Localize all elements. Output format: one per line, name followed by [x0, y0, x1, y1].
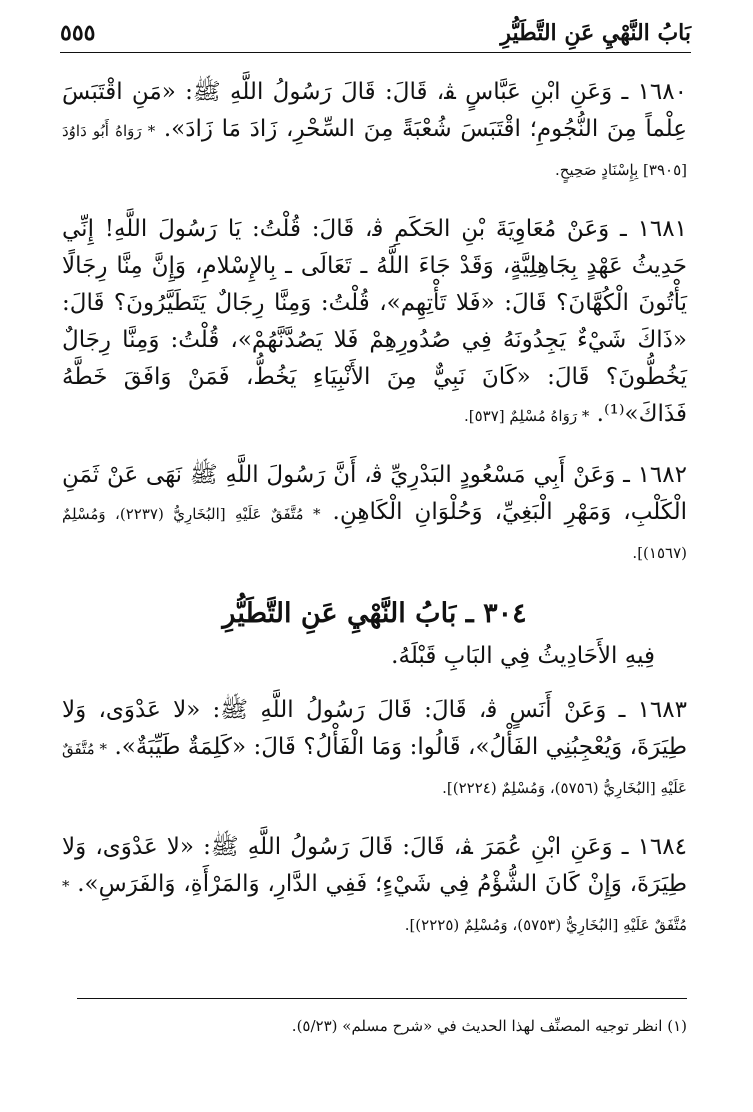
- hadith-source: * رَوَاهُ مُسْلِمٌ [٥٣٧].: [464, 407, 590, 425]
- hadith-1682: [62, 457, 687, 572]
- hadith-1684: [62, 829, 687, 944]
- hadith-source: * مُتَّفَقٌ عَلَيْهِ [البُخَارِيُّ (٢٢٣٧)، وَمُسْلِمٌ (١٥٦٧)].: [62, 505, 687, 562]
- hadith-1681: [62, 211, 687, 435]
- hadith-text: ١٦٨٤ ـ وَعَنِ ابْنِ عُمَرَ ﭭ، قَالَ: قَالَ رَسُولُ اللَّهِ ﷺ: «لا عَدْوَى، وَلا طِيَرَةَ، وَإِنْ كَانَ الشُّؤْمُ فِي شَيْءٍ؛ فَفِي الدَّارِ، وَالمَرْأَةِ، وَالفَرَسِ».: [62, 834, 687, 897]
- hadith-source: * مُتَّفَقٌ عَلَيْهِ [البُخَارِيُّ (٥٧٥٣)، وَمُسْلِمٌ (٢٢٢٥)].: [62, 877, 687, 934]
- header-rule: [60, 52, 691, 53]
- hadith-source: * مُتَّفَقٌ عَلَيْهِ [البُخَارِيُّ (٥٧٥٦)، وَمُسْلِمٌ (٢٢٢٤)].: [62, 740, 687, 797]
- chapter-note: فِيهِ الأَحَادِيثُ فِي البَابِ قَبْلَهُ.: [391, 643, 655, 669]
- hadith-1680: [62, 74, 687, 189]
- hadith-text: ١٦٨٠ ـ وَعَنِ ابْنِ عَبَّاسٍ ﭭ، قَالَ: قَالَ رَسُولُ اللَّهِ ﷺ: «مَنِ اقْتَبَسَ عِلْماً مِنَ النُّجُومِ؛ اقْتَبَسَ شُعْبَةً مِنَ السِّحْرِ، زَادَ مَا زَادَ».: [62, 79, 687, 142]
- hadith-source: * رَوَاهُ أَبُو دَاوُدَ [٣٩٠٥] بِإِسْنَادٍ صَحِيحٍ.: [62, 122, 687, 179]
- page-content: [62, 74, 687, 966]
- footnote: (١) انظر توجيه المصنِّف لهذا الحديث في «شرح مسلم» (٥/٢٣).: [291, 1017, 687, 1035]
- running-head: [60, 14, 691, 48]
- hadith-text: ١٦٨٣ ـ وَعَنْ أَنَسٍ ﭬ، قَالَ: قَالَ رَسُولُ اللَّهِ ﷺ: «لا عَدْوَى، وَلا طِيَرَةَ، وَيُعْجِبُنِي الفَأْلُ»، قَالُوا: وَمَا الْفَأْلُ؟ قَالَ: «كَلِمَةٌ طَيِّبَةٌ».: [62, 697, 688, 760]
- page-number: ٥٥٥: [60, 20, 96, 46]
- hadith-text: ١٦٨٢ ـ وَعَنْ أَبِي مَسْعُودٍ البَدْرِيِّ ﭬ، أَنَّ رَسُولَ اللَّهِ ﷺ نَهَى عَنْ ثَمَنِ الْكَلْبِ، وَمَهْرِ الْبَغِيِّ، وَحُلْوَانِ الْكَاهِنِ.: [62, 462, 688, 525]
- footnote-rule: [77, 998, 687, 999]
- running-title: بَابُ النَّهْيِ عَنِ التَّطَيُّرِ: [500, 20, 691, 46]
- chapter-heading: ٣٠٤ ـ بَابُ النَّهْيِ عَنِ التَّطَيُّرِ: [222, 598, 527, 629]
- hadith-text: ١٦٨١ ـ وَعَنْ مُعَاوِيَةَ بْنِ الحَكَمِ ﭬ، قَالَ: قُلْتُ: يَا رَسُولَ اللَّهِ! إِنِّي حَدِيثُ عَهْدٍ بِجَاهِلِيَّةٍ، وَقَدْ جَاءَ اللَّهُ ـ تَعَالَى ـ بِالإِسْلامِ، وَإِنَّ مِنَّا رِجَالًا يَأْتُونَ الْكُهَّانَ؟ قَالَ: «فَلا تَأْتِهِم»، قُلْتُ: وَمِنَّا رِجَالٌ يَتَطَيَّرُونَ؟ قَالَ: «ذَاكَ شَيْءٌ يَجِدُونَهُ فِي صُدُورِهِمْ فَلا يَصُدَّنَّهُمْ»، قُلْتُ: وَمِنَّا رِجَالٌ يَخُطُّونَ؟ قَالَ: «كَانَ نَبِيٌّ مِنَ الأَنْبِيَاءِ يَخُطُّ، فَمَنْ وَافَقَ خَطَّهُ فَذَاكَ»⁽¹⁾.: [62, 216, 687, 427]
- hadith-1683: [62, 692, 687, 807]
